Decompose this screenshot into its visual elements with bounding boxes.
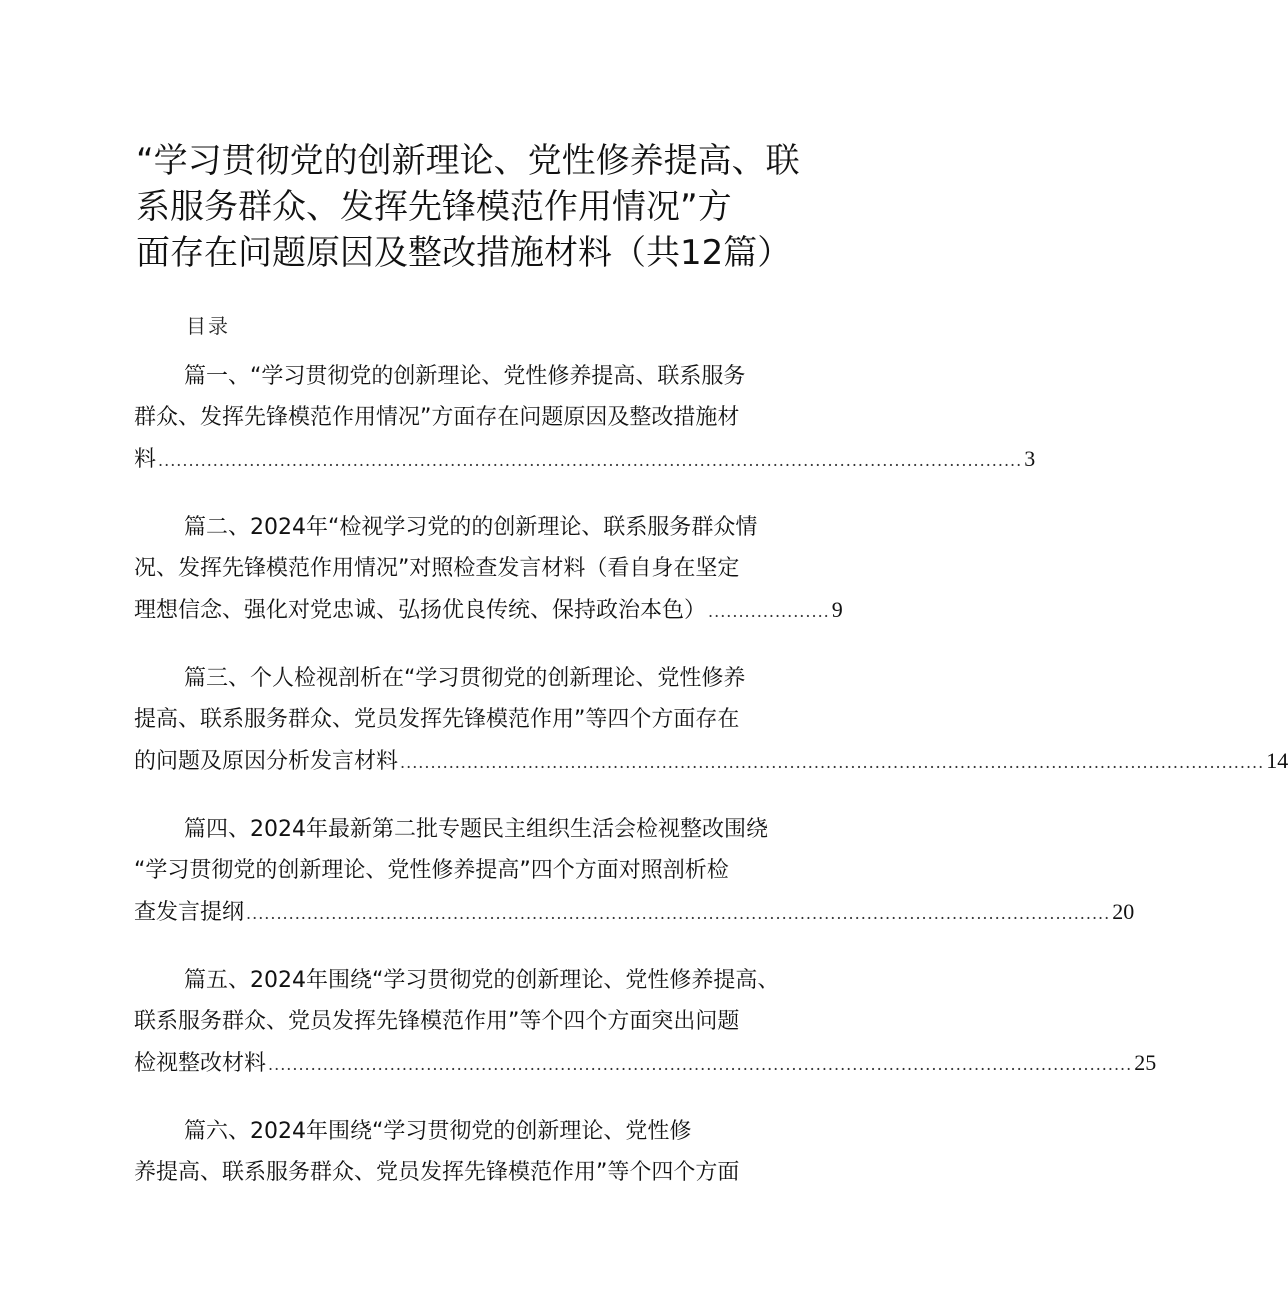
toc-entry-4-tail: 查发言提纲 — [134, 900, 245, 925]
toc-entry-4-page: 20 — [1112, 899, 1135, 924]
toc-entry-3-line-3 — [134, 740, 1288, 781]
toc-entry-2-line-3 — [134, 589, 843, 630]
toc-entry-6[interactable] — [134, 1111, 794, 1193]
toc-entry-3-line-1: 篇三、个人检视剖析在“学习贯彻党的创新理论、党性修养 — [184, 666, 746, 691]
toc-entry-4-line-2: “学习贯彻党的创新理论、党性修养提高”四个方面对照剖析检 — [134, 858, 729, 883]
toc-entry-1-page: 3 — [1024, 446, 1036, 471]
toc-entry-4[interactable] — [134, 809, 1135, 932]
toc-entry-4-line-1: 篇四、2024年最新第二批专题民主组织生活会检视整改围绕 — [184, 817, 768, 842]
toc-entry-6-line-1: 篇六、2024年围绕“学习贯彻党的创新理论、党性修 — [184, 1119, 692, 1144]
title-line-2: 系服务群众、发挥先锋模范作用情况”方 — [136, 187, 732, 227]
toc-entry-5-tail: 检视整改材料 — [134, 1051, 267, 1076]
toc-entry-1-line-2: 群众、发挥先锋模范作用情况”方面存在问题原因及整改措施材 — [134, 405, 740, 430]
document-title — [136, 138, 800, 276]
toc-entry-5-line-1: 篇五、2024年围绕“学习贯彻党的创新理论、党性修养提高、 — [184, 968, 780, 993]
toc-entry-5-page: 25 — [1134, 1050, 1157, 1075]
toc-entry-3-line-2: 提高、联系服务群众、党员发挥先锋模范作用”等四个方面存在 — [134, 707, 740, 732]
title-line-3: 面存在问题原因及整改措施材料（共12篇） — [136, 233, 792, 273]
toc-entry-3-page: 14 — [1266, 748, 1288, 773]
toc-leader-dots: .................... — [708, 602, 830, 621]
toc-entry-5-line-2: 联系服务群众、党员发挥先锋模范作用”等个四个方面突出问题 — [134, 1009, 740, 1034]
toc-leader-dots: .............................................................................................................................................. — [400, 753, 1265, 772]
toc-entry-4-line-3 — [134, 891, 1135, 932]
toc-entry-2[interactable] — [134, 507, 843, 630]
title-line-1: “学习贯彻党的创新理论、党性修养提高、联 — [136, 141, 800, 181]
toc-entry-3-tail: 的问题及原因分析发言材料 — [134, 749, 399, 774]
toc-entry-5-line-3 — [134, 1042, 1157, 1083]
toc-entry-5[interactable] — [134, 960, 1157, 1083]
toc-entry-2-line-1: 篇二、2024年“检视学习党的的创新理论、联系服务群众情 — [184, 515, 758, 540]
table-of-contents — [134, 356, 1288, 1193]
toc-entry-1[interactable] — [134, 356, 1036, 479]
toc-entry-6-line-2: 养提高、联系服务群众、党员发挥先锋模范作用”等个四个方面 — [134, 1160, 740, 1185]
toc-heading: 目录 — [186, 314, 230, 338]
toc-entry-1-line-1: 篇一、“学习贯彻党的创新理论、党性修养提高、联系服务 — [184, 364, 746, 389]
toc-entry-1-line-3 — [134, 438, 1036, 479]
toc-leader-dots: .............................................................................................................................................. — [268, 1055, 1133, 1074]
toc-leader-dots: .............................................................................................................................................. — [158, 451, 1023, 470]
toc-entry-2-tail: 理想信念、强化对党忠诚、弘扬优良传统、保持政治本色） — [134, 598, 707, 623]
toc-entry-1-tail: 料 — [134, 447, 157, 472]
toc-entry-3[interactable] — [134, 658, 1288, 781]
toc-entry-2-line-2: 况、发挥先锋模范作用情况”对照检查发言材料（看自身在坚定 — [134, 556, 740, 581]
toc-entry-2-page: 9 — [831, 597, 843, 622]
toc-leader-dots: .............................................................................................................................................. — [246, 904, 1111, 923]
